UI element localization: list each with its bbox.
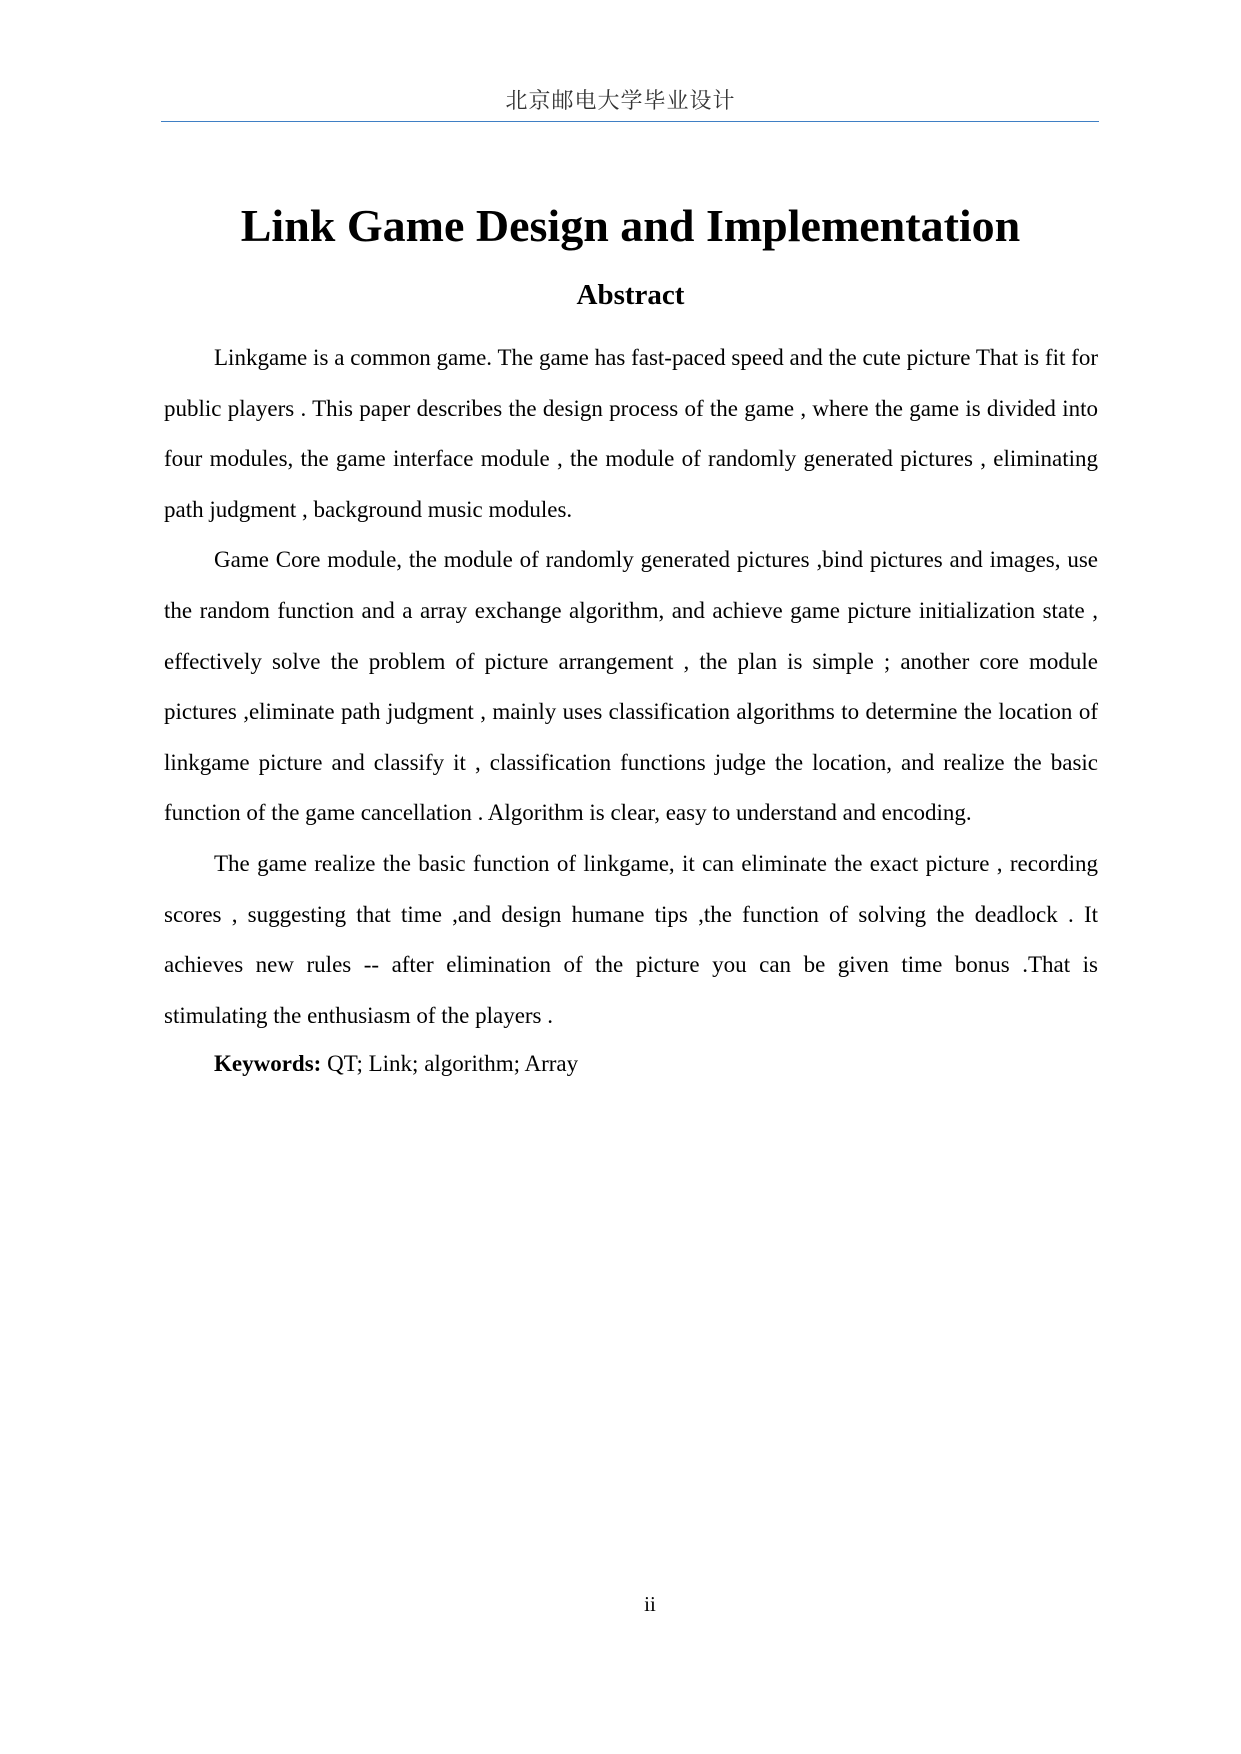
keywords-line xyxy=(164,1041,1098,1084)
abstract-paragraph-3: The game realize the basic function of linkgame, it can eliminate the exact picture , recording scores , suggesting that time ,and design humane tips ,the function of solving the deadlock . It achieves new rules -- after elimination of the picture you can be given time bonus .That is stimulating the enthusiasm of the players . xyxy=(164,850,1098,1028)
document-title: Link Game Design and Implementation xyxy=(240,200,1021,251)
keywords-value: QT; Link; algorithm; Array xyxy=(321,1051,579,1077)
abstract-heading: Abstract xyxy=(576,279,685,311)
abstract-paragraph-1: Linkgame is a common game. The game has fast-paced speed and the cute picture That is fit for public players . This paper describes the design process of the game , where the game is divided into four modules, the game interface module , the module of randomly generated pictures , eliminating path judgment , background music modules. xyxy=(164,345,1098,522)
abstract-paragraph-2: Game Core module, the module of randomly generated pictures ,bind pictures and images, use the random function and a array exchange algorithm, and achieve game picture initialization state , effectively solve the problem of picture arrangement , the plan is simple ; another core module pictures ,eliminate path judgment , mainly uses classification algorithms to determine the location of linkgame picture and classify it , classification functions judge the location, and realize the basic function of the game cancellation . Algorithm is clear, easy to understand and encoding. xyxy=(164,547,1098,826)
abstract-body xyxy=(164,333,1098,1084)
keywords-label: Keywords: xyxy=(214,1051,322,1077)
running-header: 北京邮电大学毕业设计 xyxy=(505,89,736,114)
header-rule xyxy=(161,121,1099,122)
page-number: ii xyxy=(644,1592,656,1616)
